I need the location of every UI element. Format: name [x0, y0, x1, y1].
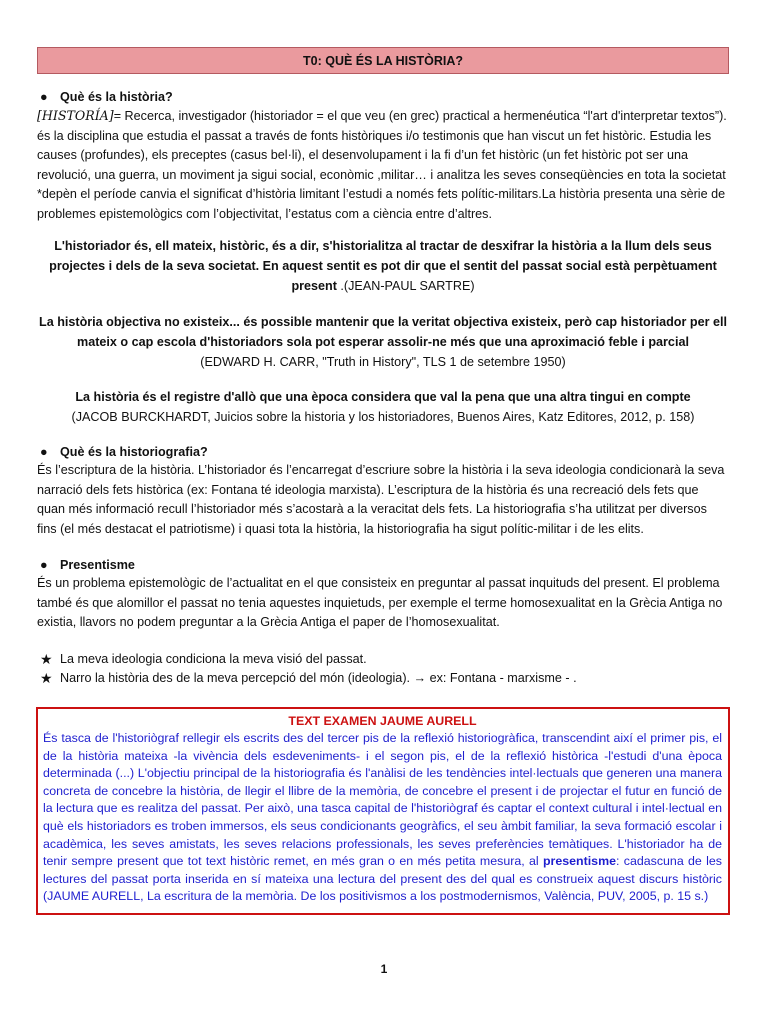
star-icon: ★	[40, 651, 53, 667]
quote-burckhardt	[37, 387, 729, 427]
section-heading-presentisme-label: Presentisme	[60, 558, 135, 572]
exam-title: TEXT EXAMEN JAUME AURELL	[288, 714, 477, 728]
quote-burckhardt-text: La història és el registre d'allò que una època considera que val la pena que una altra tingui en compte	[75, 390, 691, 404]
exam-text-before: És tasca de l'historiògraf rellegir els escrits des del tercer pis de la reflexió historiogràfica, transcendint així el primer pis, el de la història mateixa -la vivència dels esdeveniments- i el segon pis, el de la reflexió històrica -l'estudi d'una època determinada (...) L'objectiu principal de la historiografia és l'anàlisi de les tendències intel·lectuals que generen una manera concreta de concebre la història, de llegir el llibre de la memòria, de concebre el present i de projectar el futur en funció de la lectura que es realitza del passat. Per això, una tasca capital de l'historiògraf és captar el context cultural i intel·lectual en què els historiadors es troben immersos, els seus condicionants geogràfics, el seu àmbit familiar, la seva formació escolar i acadèmica, les seves amistats, les seves relacions professionals, les seves preferències temàtiques. L'historiador ha de tenir sempre present que tot text històric remet, en més gran o en més petita mesura, al	[43, 731, 722, 869]
quote-sartre-source: .(JEAN-PAUL SARTRE)	[336, 279, 475, 293]
quote-sartre	[37, 236, 729, 296]
page-number: 1	[380, 962, 388, 976]
section-heading-historia	[40, 88, 173, 107]
exam-text-box	[36, 707, 730, 915]
bullet-icon: ●	[40, 90, 48, 104]
section-historiografia-paragraph: És l’escriptura de la història. L’historiador és l’encarregat d’escriure sobre la història i la seva ideologia condicionarà la seva narració dels fets històrica (ex: Fontana té ideologia marxista). L’escriptura de la història és una recreació dels fets que quan més informació recull l’historiador més s’acostarà a la veracitat dels fets. La historiografia s’ha utilitzat per diversos fins (el més destacat el patriotisme) i quasi tota la història, la historiografia ha sigut polític-militar i de les elits.	[37, 463, 725, 536]
star-list-item	[40, 650, 720, 669]
exam-body	[43, 730, 722, 906]
bullet-icon: ●	[40, 558, 48, 572]
section-heading-historiografia	[40, 443, 208, 462]
page-title-box	[37, 47, 729, 74]
quote-burckhardt-source: (JACOB BURCKHARDT, Juicios sobre la historia y los historiadores, Buenos Aires, Katz Editores, 2012, p. 158)	[71, 410, 695, 424]
quote-carr-source: (EDWARD H. CARR, "Truth in History", TLS 1 de setembre 1950)	[200, 355, 566, 369]
star-list-item	[40, 669, 720, 688]
bullet-icon: ●	[40, 445, 48, 459]
exam-text-after: : cadascuna de les lectures del passat porta inserida en sí mateixa una lectura del present des del qual es construeix aquest discurs històric (JAUME AURELL, La escritura de la memòria. De los positivismos a los postmodernismos, València, PUV, 2005, p. 15 s.)	[43, 854, 722, 904]
section-historia-paragraph	[37, 106, 729, 225]
page-title: T0: QUÈ ÉS LA HISTÒRIA?	[303, 53, 463, 68]
section-heading-presentisme	[40, 556, 135, 575]
historia-term: [HISTORÍA]	[37, 108, 114, 123]
quote-sartre-text: L'historiador és, ell mateix, històric, és a dir, s'historialitza al tractar de desxifrar la història a la llum dels seus projectes i dels de la seva societat. En aquest sentit es pot dir que el sentit del passat social està perpètuament present	[49, 239, 717, 293]
star-item-text: Narro la història des de la meva percepció del món (ideologia). → ex: Fontana - marxisme - .	[60, 671, 577, 685]
section-presentisme-paragraph: És un problema epistemològic de l’actualitat en el que consisteix en preguntar al passat inquituds del present. El problema també és que alomillor el passat no tenia aquestes inquietuds, per exemple el terme homosexualitat en la Grècia Antiga no existia, llavors no podem preguntar a la Grècia Antiga el paper de l’homosexualitat.	[37, 576, 723, 630]
exam-bold-term: presentisme	[542, 854, 616, 869]
star-icon: ★	[40, 670, 53, 686]
star-item-text: La meva ideologia condiciona la meva visió del passat.	[60, 652, 367, 666]
section-heading-historiografia-label: Què és la historiografia?	[60, 445, 208, 459]
quote-carr	[37, 312, 729, 372]
quote-carr-text: La història objectiva no existeix... és possible mantenir que la veritat objectiva existeix, però cap historiador per ell mateix o cap escola d'historiadors sola pot esperar assolir-ne més que una aproximació feble i parcial	[39, 315, 727, 349]
section-historia-text: = Recerca, investigador (historiador = el que veu (en grec) practical a hermenéutica “l'art d'interpretar textos”). és la disciplina que estudia el passat a través de fonts històriques i/o testimonis que han viscut un fet històric. Estudia les causes (profundes), els preceptes (casus bel·li), el desenvolupament i la fi d’un fet històric (un fet històric pot ser una revolució, una guerra, un moviment ja sigui social, econòmic ,militar… i analitza les seves conseqüències en tota la societat *depèn el període canvia el significat d’història limitant l’estudi a només fets polític-militars.La història presenta una sèrie de problemes epistemològics com l’objectivitat, l’estatus com a ciència entre d’altres.	[37, 109, 727, 221]
section-heading-historia-label: Què és la història?	[60, 90, 173, 104]
